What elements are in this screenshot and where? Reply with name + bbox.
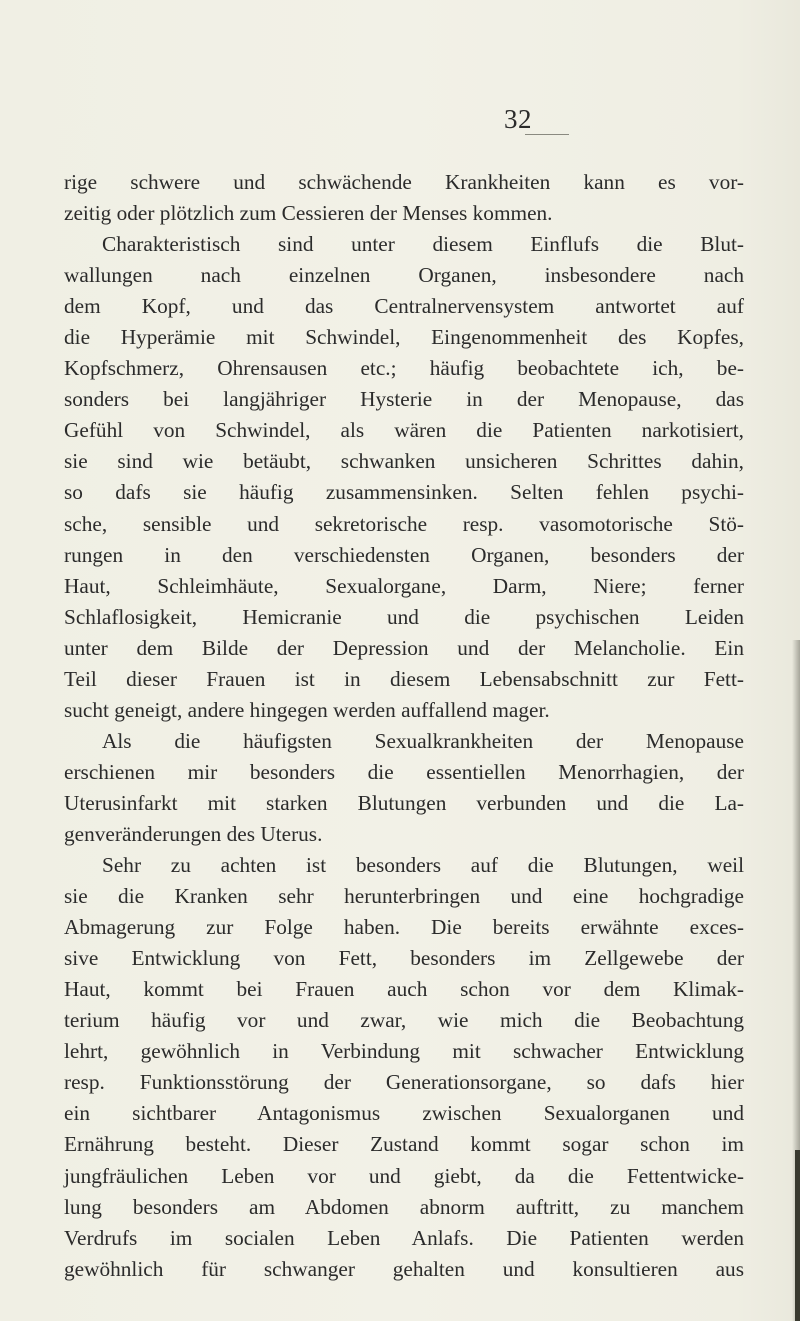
text-line: lehrt, gewöhnlich in Verbindung mit schwacher Entwicklung	[64, 1039, 744, 1064]
text-line: Uterusinfarkt mit starken Blutungen verbunden und die La-	[64, 790, 744, 815]
text-line: sucht geneigt, andere hingegen werden auffallend mager.	[64, 697, 550, 722]
text-line: Gefühl von Schwindel, als wären die Patienten narkotisiert,	[64, 418, 744, 443]
page-number: 32	[504, 104, 532, 134]
text-line: ein sichtbarer Antagonismus zwischen Sexualorganen und	[64, 1101, 744, 1126]
text-line: rige schwere und schwächende Krankheiten kann es vor-	[64, 170, 744, 194]
text-line: resp. Funktionsstörung der Generationsorgane, so dafs hier	[64, 1070, 744, 1095]
page-edge-dark	[795, 1150, 800, 1321]
text-line: zeitig oder plötzlich zum Cessieren der Menses kommen.	[64, 201, 553, 226]
text-line: sie sind wie betäubt, schwanken unsicheren Schrittes dahin,	[64, 449, 744, 474]
text-line: so dafs sie häufig zusammensinken. Selten fehlen psychi-	[64, 480, 744, 505]
text-line: sonders bei langjähriger Hysterie in der Menopause, das	[64, 387, 744, 412]
text-line: genveränderungen des Uterus.	[64, 821, 323, 846]
text-line: sie die Kranken sehr herunterbringen und eine hochgradige	[64, 884, 744, 909]
text-line: Schlaflosigkeit, Hemicranie und die psychischen Leiden	[64, 604, 744, 629]
text-line: Haut, Schleimhäute, Sexualorgane, Darm, Niere; ferner	[64, 573, 744, 598]
text-line: gewöhnlich für schwanger gehalten und konsultieren aus	[64, 1256, 744, 1281]
text-line: Kopfschmerz, Ohrensausen etc.; häufig beobachtete ich, be-	[64, 356, 744, 381]
text-line: die Hyperämie mit Schwindel, Eingenommenheit des Kopfes,	[64, 325, 744, 350]
text-line: Verdrufs im socialen Leben Anlafs. Die Patienten werden	[64, 1225, 744, 1250]
text-line: sche, sensible und sekretorische resp. vasomotorische Stö-	[64, 511, 744, 536]
text-line: jungfräulichen Leben vor und giebt, da die Fettentwicke-	[64, 1163, 744, 1188]
text-line: Charakteristisch sind unter diesem Einflufs die Blut-	[102, 232, 744, 257]
text-line: unter dem Bilde der Depression und der Melancholie. Ein	[64, 635, 744, 660]
body-text	[64, 167, 744, 1285]
header-rule	[525, 134, 569, 135]
text-line: Abmagerung zur Folge haben. Die bereits erwähnte exces-	[64, 915, 744, 940]
text-line: lung besonders am Abdomen abnorm auftritt, zu manchem	[64, 1194, 744, 1219]
text-line: Haut, kommt bei Frauen auch schon vor dem Klimak-	[64, 977, 744, 1002]
text-line: Teil dieser Frauen ist in diesem Lebensabschnitt zur Fett-	[64, 666, 744, 691]
text-line: terium häufig vor und zwar, wie mich die Beobachtung	[64, 1008, 744, 1033]
text-line: dem Kopf, und das Centralnervensystem antwortet auf	[64, 294, 744, 319]
text-line: Ernährung besteht. Dieser Zustand kommt sogar schon im	[64, 1132, 744, 1157]
text-line: Sehr zu achten ist besonders auf die Blutungen, weil	[102, 853, 744, 878]
text-line: wallungen nach einzelnen Organen, insbesondere nach	[64, 263, 744, 288]
text-line: sive Entwicklung von Fett, besonders im Zellgewebe der	[64, 946, 744, 971]
text-line: rungen in den verschiedensten Organen, besonders der	[64, 542, 744, 567]
text-line: erschienen mir besonders die essentiellen Menorrhagien, der	[64, 759, 744, 784]
text-line: Als die häufigsten Sexualkrankheiten der Menopause	[102, 728, 744, 753]
